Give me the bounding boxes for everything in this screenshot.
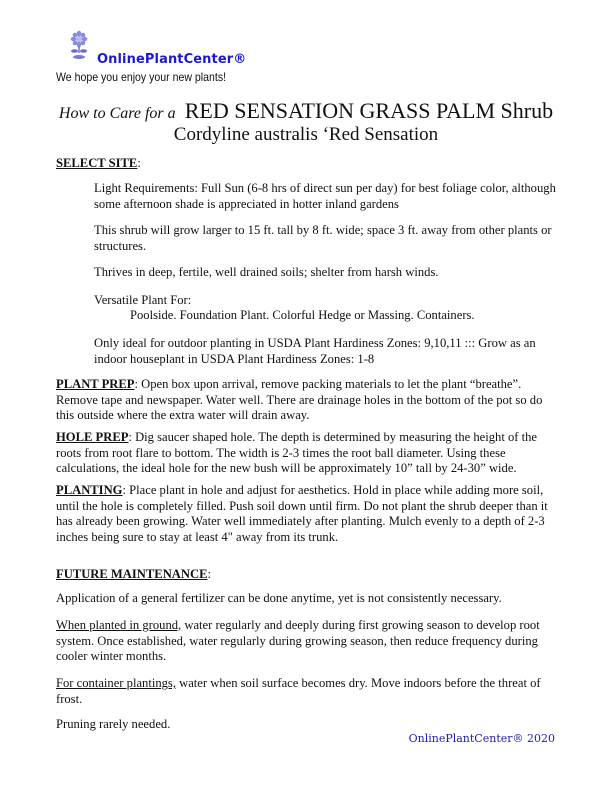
ground-label: When planted in ground, (56, 618, 182, 632)
container-watering (56, 676, 556, 707)
page-title (0, 98, 612, 124)
plant-prep-heading: PLANT PREP (56, 377, 135, 391)
pruning-info: Pruning rarely needed. (56, 717, 171, 731)
plant-prep-section: PLANT PREP: Open box upon arrival, remove packing materials to let the plant “breathe”. Remove tape and newspaper. Water well. There are drainage holes in the bottom of the pot so do this outside where the extra water will drain away. (56, 377, 543, 422)
container-label: For container plantings, (56, 676, 176, 690)
hole-prep-section: HOLE PREP: Dig saucer shaped hole. The depth is determined by measuring the height of the roots from root flare to bottom. The width is 2-3 times the root ball diameter. Using these calculations, the ideal hole for the new bush will be approximately 10” tall by 24-30” wide. (56, 430, 538, 475)
hole-prep-heading: HOLE PREP (56, 430, 129, 444)
ground-text: water regularly and deeply during first growing season to develop root system. Once established, water regularly during growing season, then reduce frequency during cooler winter months. (56, 618, 540, 663)
maintenance-heading: FUTURE MAINTENANCE (56, 567, 208, 581)
planting-heading: PLANTING (56, 483, 123, 497)
brand-name: OnlinePlantCenter® (97, 52, 247, 67)
footer-copyright: OnlinePlantCenter® 2020 (408, 732, 555, 745)
soil-info: Thrives in deep, fertile, well drained soils; shelter from harsh winds. (94, 265, 439, 279)
botanical-name: Cordyline australis ‘Red Sensation (173, 124, 439, 145)
versatile-label: Versatile Plant For: (94, 293, 192, 307)
tagline: We hope you enjoy your new plants! (56, 70, 227, 84)
versatile-uses: Poolside. Foundation Plant. Colorful Hedge or Massing. Containers. (130, 308, 475, 322)
hole-prep-text: Dig saucer shaped hole. The depth is determined by measuring the height of the roots from root flare to bottom. The width is 2-3 times the root ball diameter. Using these calculations, the ideal hole for the new bush will be approximately 10” tall by 24-30” wide. (56, 430, 538, 475)
maintenance-heading-line: FUTURE MAINTENANCE: (56, 567, 211, 581)
select-site-heading: SELECT SITE: (56, 156, 141, 170)
size-info: This shrub will grow larger to 15 ft. tall by 8 ft. wide; space 3 ft. away from other plants or structures. (94, 223, 552, 253)
light-requirements: Light Requirements: Full Sun (6-8 hrs of direct sun per day) for best foliage color, although some afternoon shade is appreciated in hotter inland gardens (94, 181, 556, 211)
plant-prep-text: Open box upon arrival, remove packing materials to let the plant “breathe”. Remove tape and newspaper. Water well. There are drainage holes in the bottom of the pot so do this outside where the extra water will drain away. (56, 377, 543, 422)
planting-section: PLANTING: Place plant in hole and adjust for aesthetics. Hold in place while adding more soil, until the hole is completely filled. Push soil down until firm. Do not plant the shrub deeper than it has already been growing. Water well immediately after planting. Mulch evenly to a depth of 2-3 inches being sure to stay at least 4" away from its trunk. (56, 483, 548, 544)
title-prefix: How to Care for a (58, 105, 176, 122)
fertilizer-info: Application of a general fertilizer can be done anytime, yet is not consistently necessary. (56, 591, 502, 605)
container-text: water when soil surface becomes dry. Move indoors before the threat of frost. (56, 676, 541, 706)
ground-watering (56, 618, 556, 665)
flower-icon (66, 30, 92, 60)
planting-text: Place plant in hole and adjust for aesthetics. Hold in place while adding more soil, until the hole is completely filled. Push soil down until firm. Do not plant the shrub deeper than it has already been growing. Water well immediately after planting. Mulch evenly to a depth of 2-3 inches being sure to stay at least 4" away from its trunk. (56, 483, 548, 544)
title-main: RED SENSATION GRASS PALM Shrub (184, 98, 554, 123)
hardiness-zones: Only ideal for outdoor planting in USDA Plant Hardiness Zones: 9,10,11 ::: Grow as an indoor houseplant in USDA Plant Hardiness Zones: 1-8 (94, 336, 536, 366)
